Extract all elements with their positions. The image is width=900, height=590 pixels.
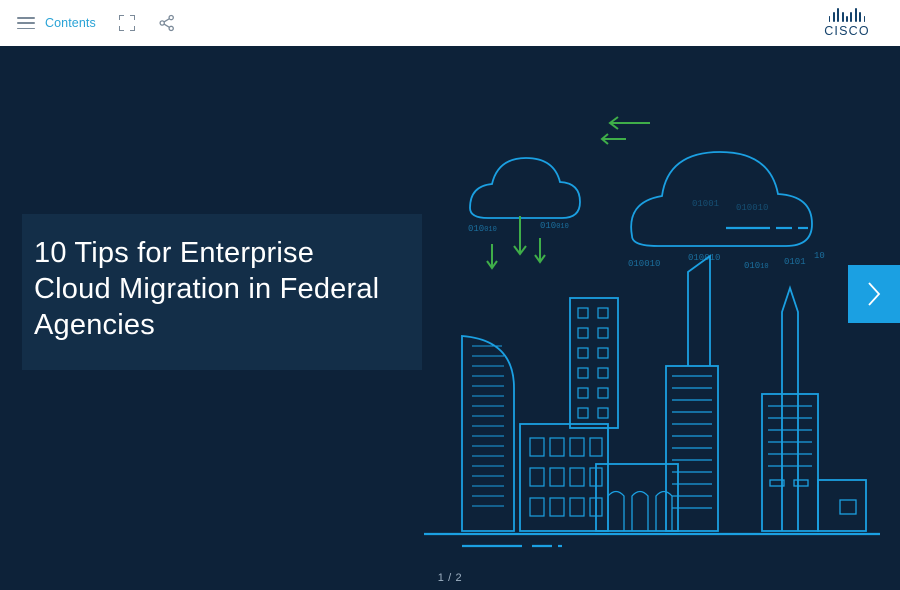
slide-title-box [22, 214, 422, 370]
contents-button[interactable]: Contents [45, 16, 96, 30]
svg-text:010010: 010010 [736, 203, 769, 213]
logo-bar [846, 16, 848, 22]
bracket-top-left [119, 15, 124, 20]
svg-text:10: 10 [814, 251, 825, 261]
hamburger-line [17, 17, 35, 19]
chevron-right-icon [866, 281, 882, 307]
hamburger-line [17, 28, 35, 30]
cisco-logo [816, 8, 878, 38]
cisco-wordmark: CISCO [824, 24, 870, 38]
cisco-logo-bars [829, 8, 866, 22]
logo-bar [829, 16, 831, 22]
bracket-bottom-right [130, 26, 135, 31]
cloud-migration-city-illustration [410, 76, 900, 556]
svg-text:010010: 010010 [688, 253, 721, 263]
svg-text:01010: 01010 [744, 261, 769, 271]
logo-bar [855, 8, 857, 22]
next-page-button[interactable] [848, 265, 900, 323]
svg-text:01001: 01001 [692, 199, 720, 209]
hamburger-icon[interactable] [17, 17, 35, 29]
svg-text:010010: 010010 [540, 221, 569, 231]
logo-bar [864, 16, 866, 22]
svg-text:010010: 010010 [628, 259, 661, 269]
fullscreen-icon[interactable] [118, 14, 136, 32]
logo-bar [859, 12, 861, 22]
logo-bar [837, 8, 839, 22]
logo-bar [833, 12, 835, 22]
bracket-top-right [130, 15, 135, 20]
logo-bar [842, 12, 844, 22]
svg-text:0101: 0101 [784, 257, 806, 267]
hamburger-line [17, 22, 35, 24]
logo-bar [850, 12, 852, 22]
toolbar [0, 0, 900, 46]
svg-text:010010: 010010 [468, 224, 497, 234]
bracket-bottom-left [119, 26, 124, 31]
slide-canvas [0, 46, 900, 590]
share-icon[interactable] [158, 14, 176, 32]
page-indicator: 1 / 2 [437, 572, 463, 584]
page-title: 10 Tips for Enterprise Cloud Migration in Federal Agencies [34, 237, 380, 341]
binary-text [468, 199, 825, 271]
